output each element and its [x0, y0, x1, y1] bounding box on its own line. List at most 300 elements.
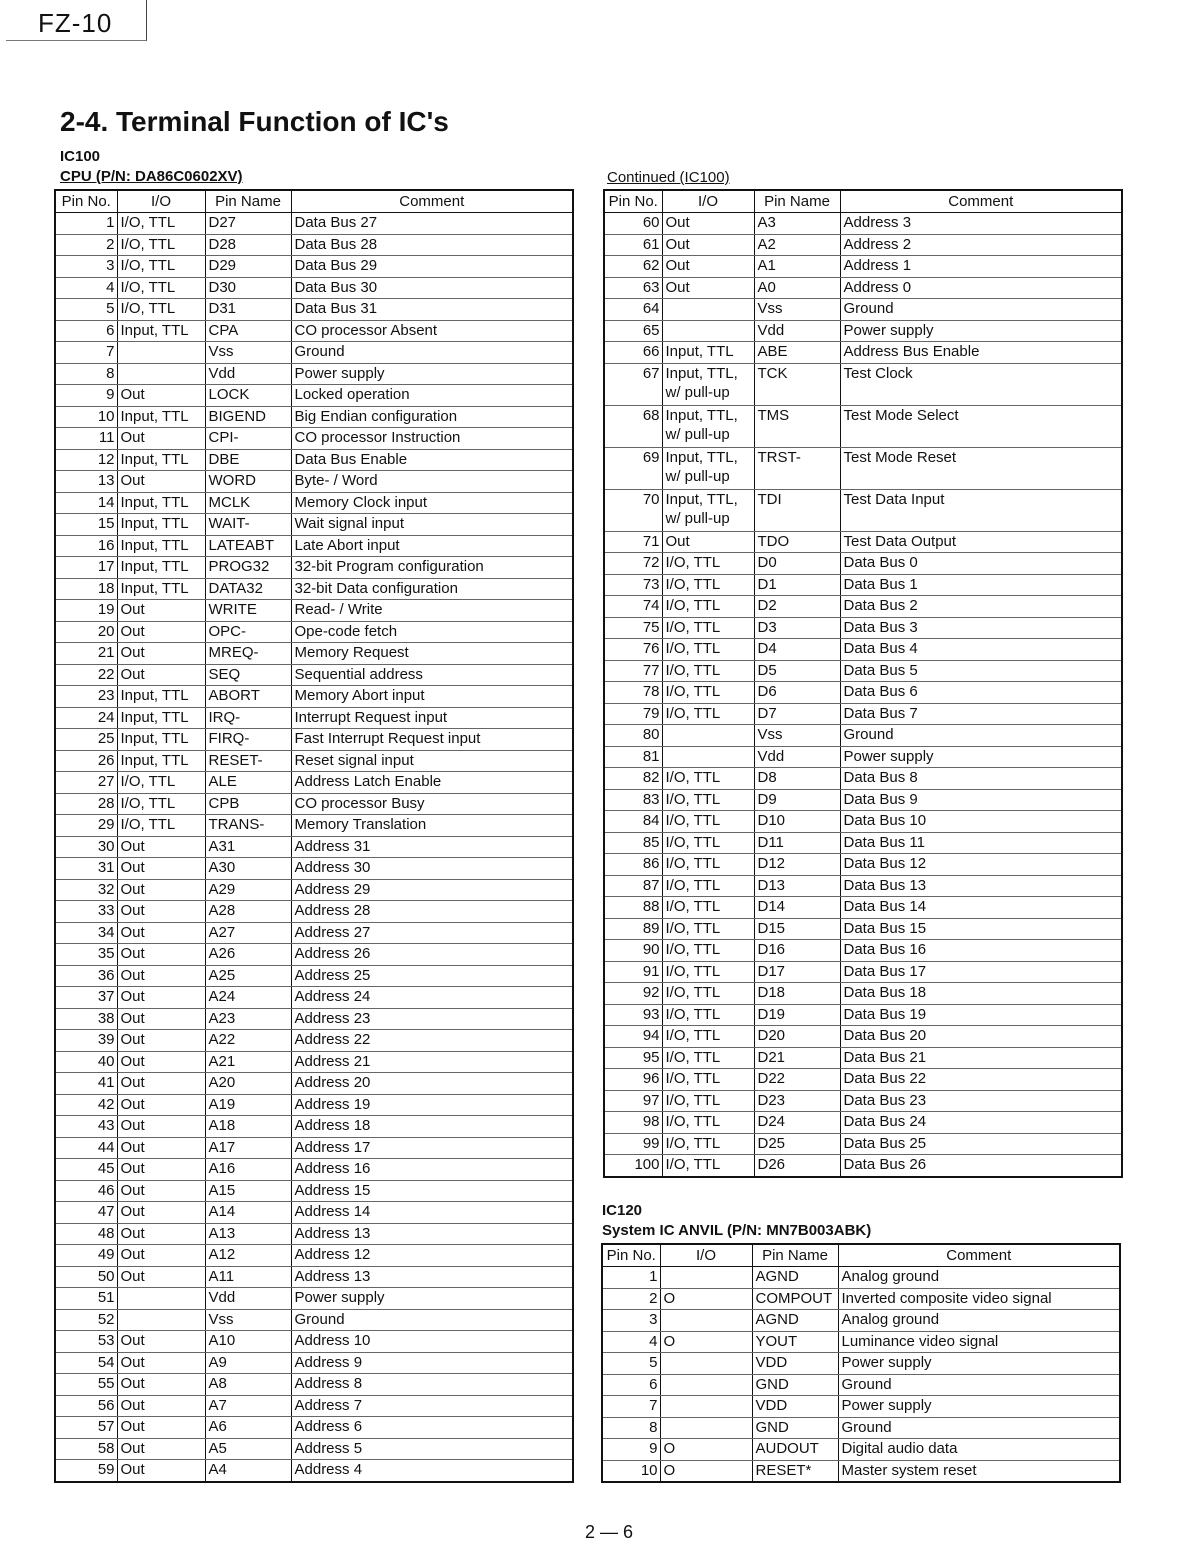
comment: Sequential address [291, 664, 573, 686]
pin-number: 2 [55, 234, 117, 256]
pin-number: 39 [55, 1030, 117, 1052]
pin-name: D15 [754, 918, 840, 940]
comment: Data Bus 26 [840, 1155, 1122, 1177]
comment: Test Data Output [840, 531, 1122, 553]
comment: Data Bus 22 [840, 1069, 1122, 1091]
pin-number: 75 [604, 617, 662, 639]
io-type: Input, TTL, w/ pull-up [662, 447, 754, 489]
ic120-rows [602, 1267, 1120, 1483]
pin-number: 66 [604, 342, 662, 364]
pin-number: 6 [602, 1374, 660, 1396]
pin-number: 20 [55, 621, 117, 643]
pin-name: A29 [205, 879, 291, 901]
table-row [604, 875, 1122, 897]
table-row [55, 750, 573, 772]
comment: Wait signal input [291, 514, 573, 536]
comment: Data Bus Enable [291, 449, 573, 471]
pin-number: 51 [55, 1288, 117, 1310]
pin-number: 62 [604, 256, 662, 278]
io-type [117, 1309, 205, 1331]
table-row [55, 1395, 573, 1417]
io-type: Input, TTL [117, 707, 205, 729]
pin-name: YOUT [752, 1331, 838, 1353]
pin-name: CPA [205, 320, 291, 342]
table-row [604, 277, 1122, 299]
pin-name: MREQ- [205, 643, 291, 665]
pin-number: 100 [604, 1155, 662, 1177]
pin-name: D8 [754, 768, 840, 790]
table-row [604, 1155, 1122, 1177]
io-type: I/O, TTL [662, 961, 754, 983]
col-header-pin-name: Pin Name [754, 190, 840, 213]
pin-number: 60 [604, 213, 662, 235]
io-type [660, 1353, 752, 1375]
pin-name: D17 [754, 961, 840, 983]
io-type: I/O, TTL [662, 854, 754, 876]
comment: Data Bus 23 [840, 1090, 1122, 1112]
pin-number: 97 [604, 1090, 662, 1112]
table-row [55, 1266, 573, 1288]
table-row [604, 1047, 1122, 1069]
io-type: Out [117, 1202, 205, 1224]
comment: Address 19 [291, 1094, 573, 1116]
io-type: Input, TTL, w/ pull-up [662, 363, 754, 405]
pin-name: CPB [205, 793, 291, 815]
io-type [660, 1417, 752, 1439]
comment: Address 13 [291, 1223, 573, 1245]
pin-number: 29 [55, 815, 117, 837]
pin-name: D9 [754, 789, 840, 811]
pin-name: A2 [754, 234, 840, 256]
pin-number: 25 [55, 729, 117, 751]
pin-name: WORD [205, 471, 291, 493]
pin-number: 5 [602, 1353, 660, 1375]
pin-name: OPC- [205, 621, 291, 643]
comment: Fast Interrupt Request input [291, 729, 573, 751]
io-type: Out [117, 858, 205, 880]
pin-name: A24 [205, 987, 291, 1009]
comment: Address 28 [291, 901, 573, 923]
pin-number: 95 [604, 1047, 662, 1069]
pin-name: TDI [754, 489, 840, 531]
comment: Address 3 [840, 213, 1122, 235]
io-type: I/O, TTL [662, 703, 754, 725]
table-row [55, 643, 573, 665]
table-row [55, 1202, 573, 1224]
io-type: Input, TTL [117, 535, 205, 557]
comment: Data Bus 7 [840, 703, 1122, 725]
ic100-label: IC100 [60, 148, 101, 165]
io-type [660, 1396, 752, 1418]
pin-name: GND [752, 1374, 838, 1396]
comment: Ground [838, 1374, 1120, 1396]
pin-name: A15 [205, 1180, 291, 1202]
table-row [55, 1438, 573, 1460]
table-row [55, 836, 573, 858]
comment: Data Bus 6 [840, 682, 1122, 704]
table-row [55, 1288, 573, 1310]
table-row [604, 660, 1122, 682]
ic100-subtitle: CPU (P/N: DA86C0602XV) [60, 168, 243, 185]
table-row [604, 940, 1122, 962]
table-row [55, 1460, 573, 1482]
table-row [604, 489, 1122, 531]
pin-name: D3 [754, 617, 840, 639]
comment: Reset signal input [291, 750, 573, 772]
io-type: I/O, TTL [662, 1155, 754, 1177]
comment: Address Latch Enable [291, 772, 573, 794]
comment: Data Bus 11 [840, 832, 1122, 854]
ic120-table [601, 1243, 1121, 1483]
pin-number: 36 [55, 965, 117, 987]
pin-name: D25 [754, 1133, 840, 1155]
pin-number: 34 [55, 922, 117, 944]
comment: Address Bus Enable [840, 342, 1122, 364]
table-row [55, 1137, 573, 1159]
io-type: Out [117, 428, 205, 450]
comment: Ground [840, 299, 1122, 321]
comment: Address 30 [291, 858, 573, 880]
io-type: I/O, TTL [117, 793, 205, 815]
pin-number: 85 [604, 832, 662, 854]
pin-name: WRITE [205, 600, 291, 622]
io-type: I/O, TTL [662, 682, 754, 704]
io-type: Out [662, 277, 754, 299]
table-row [604, 213, 1122, 235]
comment: Data Bus 10 [840, 811, 1122, 833]
table-row [604, 234, 1122, 256]
table-row [604, 811, 1122, 833]
pin-name: A23 [205, 1008, 291, 1030]
pin-number: 10 [55, 406, 117, 428]
pin-number: 90 [604, 940, 662, 962]
comment: Data Bus 18 [840, 983, 1122, 1005]
table-row [55, 342, 573, 364]
io-type: I/O, TTL [117, 277, 205, 299]
comment: Address 27 [291, 922, 573, 944]
comment: Data Bus 8 [840, 768, 1122, 790]
pin-name: AGND [752, 1267, 838, 1289]
table-row [602, 1288, 1120, 1310]
comment: CO processor Absent [291, 320, 573, 342]
pin-name: LATEABT [205, 535, 291, 557]
table-row [602, 1439, 1120, 1461]
comment: Test Data Input [840, 489, 1122, 531]
table-row [55, 256, 573, 278]
table-row [55, 1180, 573, 1202]
pin-number: 72 [604, 553, 662, 575]
pin-name: D0 [754, 553, 840, 575]
pin-number: 94 [604, 1026, 662, 1048]
pin-name: D18 [754, 983, 840, 1005]
pin-number: 57 [55, 1417, 117, 1439]
comment: Address 15 [291, 1180, 573, 1202]
pin-number: 48 [55, 1223, 117, 1245]
pin-number: 98 [604, 1112, 662, 1134]
table-row [55, 922, 573, 944]
pin-name: A9 [205, 1352, 291, 1374]
table-row [55, 1352, 573, 1374]
table-row [55, 320, 573, 342]
io-type: I/O, TTL [662, 1026, 754, 1048]
io-type: Out [117, 965, 205, 987]
pin-number: 74 [604, 596, 662, 618]
pin-number: 27 [55, 772, 117, 794]
comment: Data Bus 28 [291, 234, 573, 256]
pin-name: A26 [205, 944, 291, 966]
comment: Data Bus 16 [840, 940, 1122, 962]
io-type: Out [117, 600, 205, 622]
io-type: Out [117, 1395, 205, 1417]
io-type: Out [117, 879, 205, 901]
table-row [604, 256, 1122, 278]
pin-number: 32 [55, 879, 117, 901]
comment: Data Bus 4 [840, 639, 1122, 661]
io-type: Out [117, 1417, 205, 1439]
pin-name: D1 [754, 574, 840, 596]
comment: Address 18 [291, 1116, 573, 1138]
io-type: Out [662, 531, 754, 553]
io-type: Out [117, 471, 205, 493]
pin-number: 5 [55, 299, 117, 321]
pin-number: 28 [55, 793, 117, 815]
comment: Address 4 [291, 1460, 573, 1482]
table-row [55, 363, 573, 385]
comment: Address 22 [291, 1030, 573, 1052]
pin-number: 55 [55, 1374, 117, 1396]
table-row [604, 918, 1122, 940]
pin-number: 1 [602, 1267, 660, 1289]
pin-number: 37 [55, 987, 117, 1009]
table-row [55, 428, 573, 450]
pin-name: D24 [754, 1112, 840, 1134]
table-row [55, 1417, 573, 1439]
io-type: I/O, TTL [662, 940, 754, 962]
io-type: I/O, TTL [117, 256, 205, 278]
comment: Address 12 [291, 1245, 573, 1267]
pin-name: D7 [754, 703, 840, 725]
table-row [55, 1008, 573, 1030]
pin-name: AUDOUT [752, 1439, 838, 1461]
comment: Data Bus 25 [840, 1133, 1122, 1155]
table-row [604, 768, 1122, 790]
pin-number: 93 [604, 1004, 662, 1026]
comment: Data Bus 9 [840, 789, 1122, 811]
pin-name: Vss [205, 1309, 291, 1331]
pin-number: 7 [602, 1396, 660, 1418]
io-type: Out [662, 234, 754, 256]
comment: Ope-code fetch [291, 621, 573, 643]
io-type: O [660, 1331, 752, 1353]
pin-number: 3 [55, 256, 117, 278]
col-header-pin: Pin No. [55, 190, 117, 213]
table-row [55, 277, 573, 299]
comment: Data Bus 17 [840, 961, 1122, 983]
comment: Big Endian configuration [291, 406, 573, 428]
pin-name: TRANS- [205, 815, 291, 837]
table-row [55, 858, 573, 880]
pin-number: 59 [55, 1460, 117, 1482]
comment: Memory Translation [291, 815, 573, 837]
table-row [55, 1223, 573, 1245]
pin-name: D22 [754, 1069, 840, 1091]
comment: Address 26 [291, 944, 573, 966]
io-type: Out [117, 1159, 205, 1181]
ic120-label: IC120 [602, 1202, 643, 1219]
io-type: I/O, TTL [662, 811, 754, 833]
pin-number: 16 [55, 535, 117, 557]
pin-name: D20 [754, 1026, 840, 1048]
table-row [55, 772, 573, 794]
page-title: 2-4. Terminal Function of IC's [60, 106, 449, 137]
pin-name: DBE [205, 449, 291, 471]
pin-name: A28 [205, 901, 291, 923]
table-row [604, 789, 1122, 811]
comment: Power supply [291, 363, 573, 385]
pin-number: 41 [55, 1073, 117, 1095]
comment: Power supply [838, 1353, 1120, 1375]
io-type: Input, TTL [117, 557, 205, 579]
pin-name: A0 [754, 277, 840, 299]
pin-name: RESET- [205, 750, 291, 772]
pin-number: 89 [604, 918, 662, 940]
io-type: Input, TTL [117, 320, 205, 342]
pin-name: A18 [205, 1116, 291, 1138]
io-type [117, 342, 205, 364]
pin-number: 54 [55, 1352, 117, 1374]
table-row [604, 342, 1122, 364]
table-row [55, 1309, 573, 1331]
pin-number: 42 [55, 1094, 117, 1116]
io-type: I/O, TTL [662, 574, 754, 596]
comment: Memory Request [291, 643, 573, 665]
comment: Data Bus 19 [840, 1004, 1122, 1026]
comment: Ground [291, 342, 573, 364]
comment: Late Abort input [291, 535, 573, 557]
pin-name: D10 [754, 811, 840, 833]
table-row [604, 1090, 1122, 1112]
comment: Power supply [840, 746, 1122, 768]
comment: Data Bus 20 [840, 1026, 1122, 1048]
io-type: Out [662, 256, 754, 278]
table-row [55, 1331, 573, 1353]
comment: Address 10 [291, 1331, 573, 1353]
io-type: Out [117, 1331, 205, 1353]
table-row [604, 405, 1122, 447]
io-type: Out [117, 901, 205, 923]
pin-number: 8 [602, 1417, 660, 1439]
table-row [55, 707, 573, 729]
table-row [55, 686, 573, 708]
model-name: FZ-10 [38, 8, 113, 38]
pin-number: 91 [604, 961, 662, 983]
io-type: I/O, TTL [662, 918, 754, 940]
comment: Data Bus 5 [840, 660, 1122, 682]
pin-name: A16 [205, 1159, 291, 1181]
pin-number: 30 [55, 836, 117, 858]
col-header-io: I/O [662, 190, 754, 213]
table-row [55, 965, 573, 987]
io-type: Out [662, 213, 754, 235]
table-row [55, 621, 573, 643]
comment: Interrupt Request input [291, 707, 573, 729]
io-type: I/O, TTL [662, 1112, 754, 1134]
io-type: Out [117, 1352, 205, 1374]
io-type: Input, TTL [117, 750, 205, 772]
io-type: Out [117, 922, 205, 944]
pin-name: D19 [754, 1004, 840, 1026]
ic100-continued-label: Continued (IC100) [607, 169, 730, 186]
io-type: I/O, TTL [662, 1069, 754, 1091]
io-type: Input, TTL [117, 406, 205, 428]
io-type: Out [117, 621, 205, 643]
pin-name: D14 [754, 897, 840, 919]
io-type: Out [117, 987, 205, 1009]
pin-name: PROG32 [205, 557, 291, 579]
pin-name: A14 [205, 1202, 291, 1224]
pin-name: Vdd [205, 1288, 291, 1310]
col-header-comment: Comment [838, 1244, 1120, 1267]
pin-number: 45 [55, 1159, 117, 1181]
pin-number: 3 [602, 1310, 660, 1332]
comment: Address 1 [840, 256, 1122, 278]
table-row [602, 1396, 1120, 1418]
pin-name: D13 [754, 875, 840, 897]
table-row [604, 574, 1122, 596]
comment: Master system reset [838, 1460, 1120, 1482]
table-row [55, 557, 573, 579]
table-row [55, 449, 573, 471]
pin-name: Vss [754, 299, 840, 321]
table-row [55, 1094, 573, 1116]
table-row [55, 1159, 573, 1181]
comment: Read- / Write [291, 600, 573, 622]
io-type [660, 1310, 752, 1332]
pin-number: 38 [55, 1008, 117, 1030]
pin-number: 15 [55, 514, 117, 536]
pin-name: A4 [205, 1460, 291, 1482]
pin-number: 84 [604, 811, 662, 833]
comment: Address 2 [840, 234, 1122, 256]
comment: Ground [840, 725, 1122, 747]
io-type: O [660, 1288, 752, 1310]
pin-name: A22 [205, 1030, 291, 1052]
pin-name: TDO [754, 531, 840, 553]
pin-name: A6 [205, 1417, 291, 1439]
comment: Test Mode Reset [840, 447, 1122, 489]
io-type: Input, TTL, w/ pull-up [662, 489, 754, 531]
pin-name: ABE [754, 342, 840, 364]
comment: Locked operation [291, 385, 573, 407]
io-type: I/O, TTL [117, 234, 205, 256]
table-row [604, 299, 1122, 321]
comment: Address 29 [291, 879, 573, 901]
pin-number: 80 [604, 725, 662, 747]
io-type: I/O, TTL [662, 639, 754, 661]
io-type: Input, TTL, w/ pull-up [662, 405, 754, 447]
io-type: Out [117, 1266, 205, 1288]
pin-name: RESET* [752, 1460, 838, 1482]
pin-number: 14 [55, 492, 117, 514]
comment: Address 20 [291, 1073, 573, 1095]
io-type: Out [117, 643, 205, 665]
table-row [55, 1073, 573, 1095]
io-type: I/O, TTL [662, 1047, 754, 1069]
comment: Address 7 [291, 1395, 573, 1417]
comment: Address 6 [291, 1417, 573, 1439]
pin-name: AGND [752, 1310, 838, 1332]
table-row [55, 406, 573, 428]
